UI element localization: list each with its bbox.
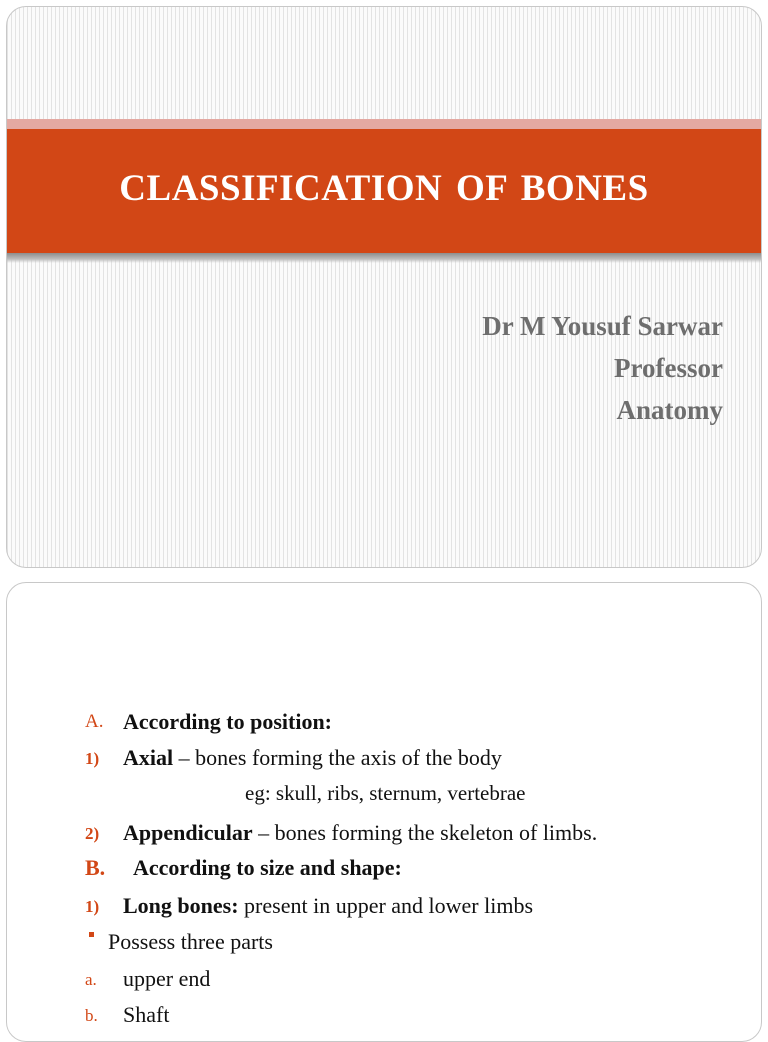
author-name: Dr M Yousuf Sarwar: [482, 311, 723, 341]
title-band-shadow: [7, 253, 761, 263]
author-block: [482, 305, 723, 431]
list-marker: 1): [85, 897, 100, 916]
slide-title: CLASSIFICATION OF BONES: [119, 167, 649, 209]
author-department: Anatomy: [616, 395, 723, 425]
term-axial: Axial: [123, 745, 174, 770]
list-item-text: [123, 893, 533, 919]
list-marker: a.: [85, 970, 97, 989]
list-marker: 1): [85, 749, 100, 768]
list-item-text: [123, 820, 597, 846]
content-slide: [6, 582, 762, 1042]
definition-appendicular: – bones forming the skeleton of limbs.: [252, 820, 598, 845]
heading-size-shape: According to size and shape:: [133, 855, 402, 880]
example-axial: eg: skull, ribs, sternum, vertebrae: [245, 781, 526, 805]
list-marker: 2): [85, 824, 100, 843]
square-bullet-icon: [89, 932, 94, 937]
list-marker: b.: [85, 1006, 98, 1025]
term-long-bones: Long bones:: [123, 893, 239, 918]
term-appendicular: Appendicular: [123, 820, 253, 845]
list-item-text: Possess three parts: [108, 929, 273, 954]
list-item-text: [123, 709, 332, 735]
definition-axial: – bones forming the axis of the body: [173, 745, 502, 770]
title-slide: [6, 6, 762, 568]
list-item-text: [123, 745, 502, 771]
author-title: Professor: [614, 353, 723, 383]
title-band: [7, 129, 761, 253]
definition-long-bones: present in upper and lower limbs: [238, 893, 534, 918]
heading-position: According to position:: [123, 709, 332, 734]
list-item-text: upper end: [123, 966, 211, 991]
accent-band-top: [7, 119, 761, 129]
list-item-text: [133, 855, 402, 881]
list-marker: B.: [85, 855, 106, 880]
list-marker: A.: [85, 711, 104, 732]
list-item-text: Shaft: [123, 1002, 170, 1027]
